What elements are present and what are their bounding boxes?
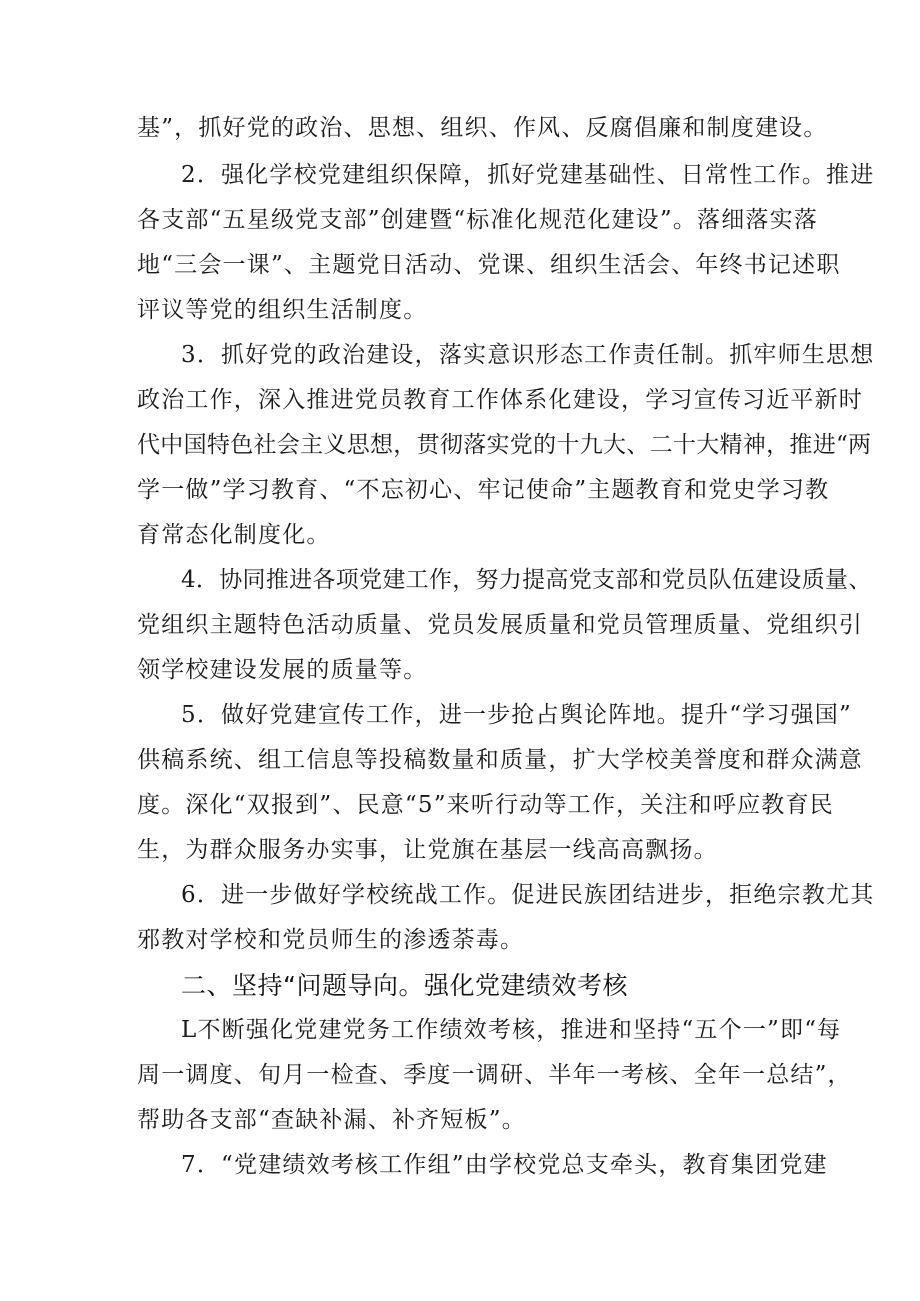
- text-line: 代中国特色社会主义思想，贯彻落实党的十九大、二十大精神，推进“两: [137, 432, 872, 458]
- text-line: 5．做好党建宣传工作，进一步抢占舆论阵地。提升“学习强国”: [181, 702, 852, 728]
- text-line: 帮助各支部“查缺补漏、补齐短板”。: [137, 1107, 526, 1133]
- text-line: 领学校建设发展的质量等。: [137, 657, 428, 683]
- text-line: 育常态化制度化。: [137, 522, 331, 548]
- text-line: 生，为群众服务办实事，让党旗在基层一线高高飘扬。: [137, 837, 718, 863]
- text-line: L不断强化党建党务工作绩效考核，推进和坚持“五个一”即“每: [181, 1017, 842, 1043]
- text-line: 3．抓好党的政治建设，落实意识形态工作责任制。抓牢师生思想: [181, 342, 875, 368]
- text-line: 2．强化学校党建组织保障，抓好党建基础性、日常性工作。推进: [181, 162, 875, 188]
- text-line: 7．“党建绩效考核工作组”由学校党总支牵头，教育集团党建: [181, 1152, 828, 1178]
- text-line: 4．协同推进各项党建工作，努力提高党支部和党员队伍建设质量、: [181, 567, 872, 593]
- text-line: 6．进一步做好学校统战工作。促进民族团结进步，拒绝宗教尤其: [181, 882, 875, 908]
- section-heading: 二、坚持“问题导向。强化党建绩效考核: [181, 971, 628, 1000]
- text-line: 各支部“五星级党支部”创建暨“标准化规范化建设”。落细落实落: [137, 207, 819, 233]
- text-line: 政治工作，深入推进党员教育工作体系化建设，学习宣传习近平新时: [137, 387, 863, 413]
- text-line: 度。深化“双报到”、民意“5”来听行动等工作，关注和呼应教育民: [137, 792, 834, 818]
- text-line: 供稿系统、组工信息等投稿数量和质量，扩大学校美誉度和群众满意: [137, 747, 863, 773]
- text-line: 基”，抓好党的政治、思想、组织、作风、反腐倡廉和制度建设。: [137, 115, 828, 141]
- text-line: 地“三会一课”、主题党日活动、党课、组织生活会、年终书记述职: [137, 252, 841, 278]
- text-line: 党组织主题特色活动质量、党员发展质量和党员管理质量、党组织引: [137, 612, 863, 638]
- text-line: 评议等党的组织生活制度。: [137, 297, 428, 323]
- text-line: 学一做”学习教育、“不忘初心、牢记使命”主题教育和党史学习教: [137, 477, 830, 503]
- text-line: 邪教对学校和党员师生的渗透荼毒。: [137, 927, 525, 953]
- text-line: 周一调度、旬月一检查、季度一调研、半年一考核、全年一总结”，: [137, 1062, 852, 1088]
